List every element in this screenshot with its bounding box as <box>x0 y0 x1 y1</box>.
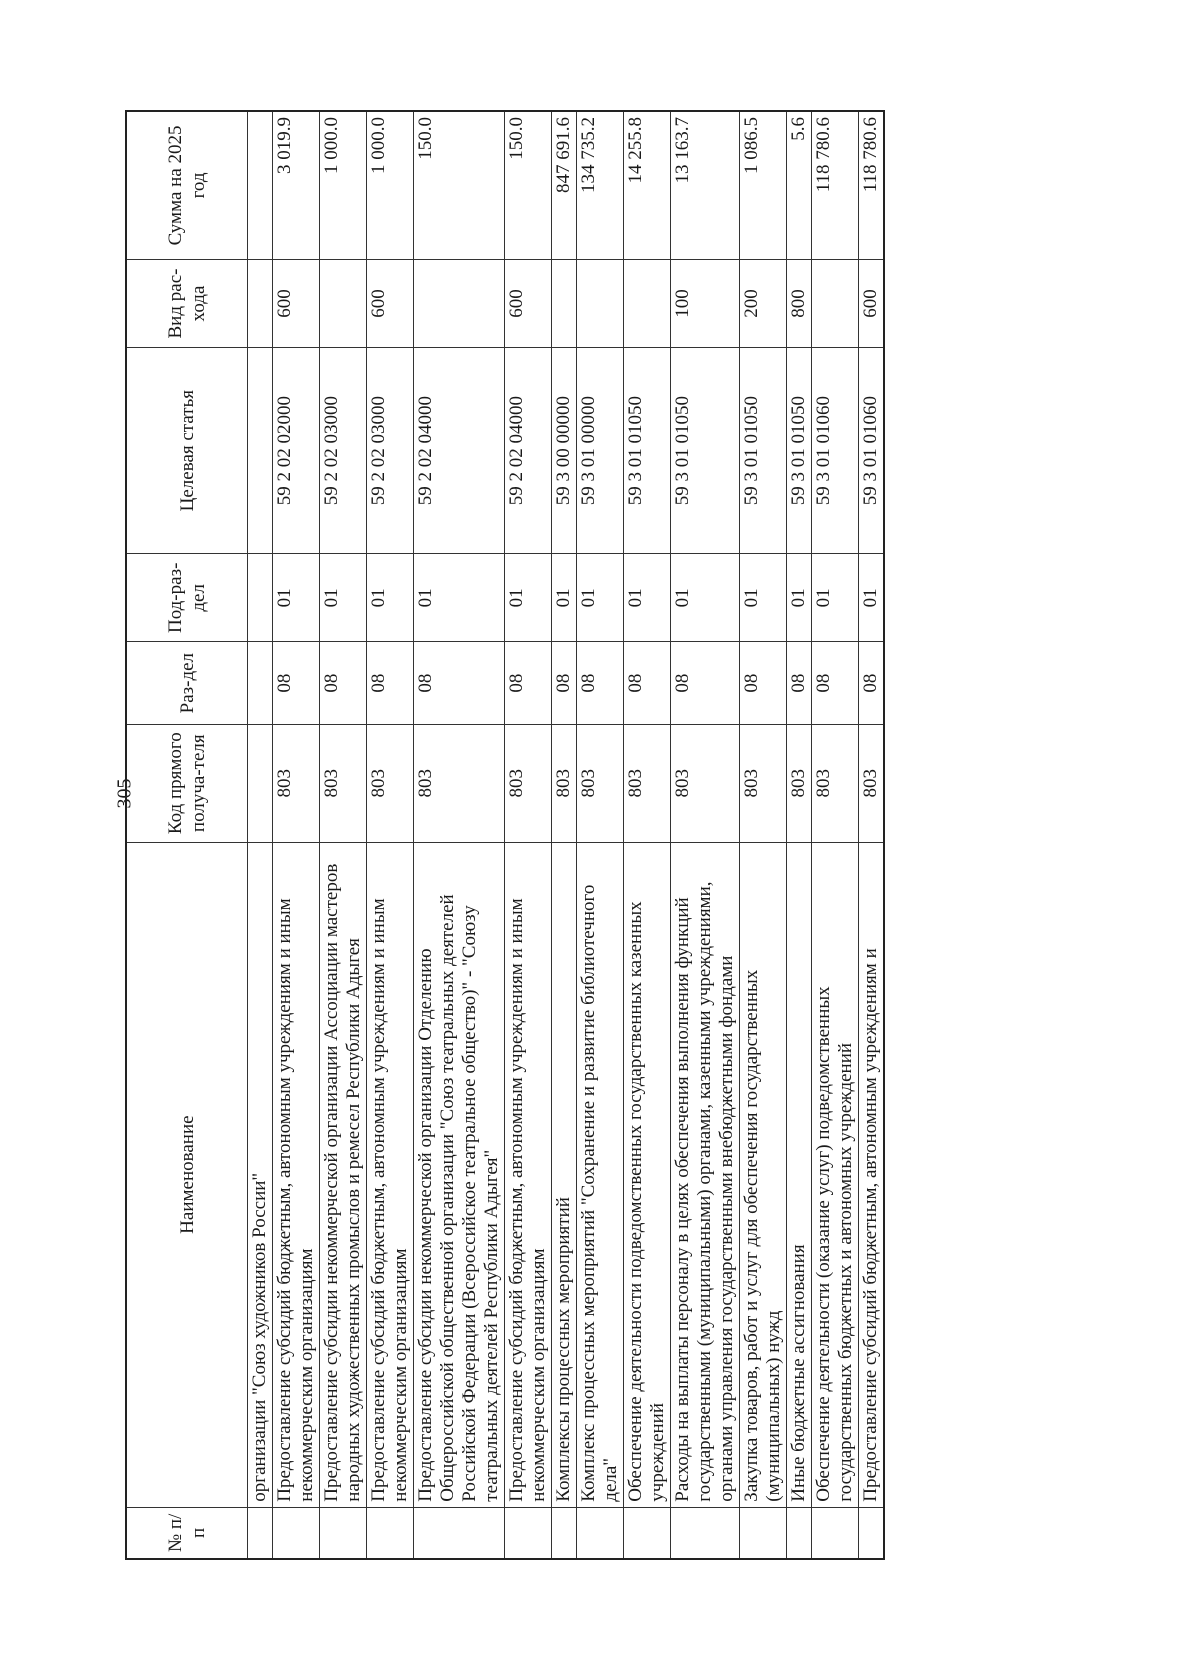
row-recipient-code: 803 <box>671 724 740 842</box>
row-target-article: 59 3 01 01050 <box>787 348 812 554</box>
table-row <box>505 111 552 1559</box>
row-target-article: 59 3 01 01050 <box>671 348 740 554</box>
row-subsection: 01 <box>505 554 552 642</box>
row-target-article: 59 3 01 01050 <box>740 348 787 554</box>
row-name: Иные бюджетные ассигнования <box>787 842 812 1507</box>
row-number <box>671 1507 740 1559</box>
table-row <box>787 111 812 1559</box>
table-body <box>248 111 885 1559</box>
row-target-article: 59 2 02 04000 <box>414 348 505 554</box>
row-section: 08 <box>320 642 367 724</box>
row-sum: 118 780.6 <box>812 111 859 259</box>
row-name: Предоставление субсидий бюджетным, автономным учреждениям и иным некоммерческим организациям <box>273 842 320 1507</box>
row-sum: 150.0 <box>505 111 552 259</box>
row-target-article: 59 3 01 00000 <box>577 348 624 554</box>
row-recipient-code: 803 <box>367 724 414 842</box>
row-expense-type: 600 <box>367 259 414 347</box>
row-expense-type <box>812 259 859 347</box>
row-sum: 5.6 <box>787 111 812 259</box>
row-section: 08 <box>577 642 624 724</box>
row-subsection: 01 <box>577 554 624 642</box>
row-subsection: 01 <box>273 554 320 642</box>
row-section: 08 <box>367 642 414 724</box>
row-recipient-code: 803 <box>740 724 787 842</box>
row-target-article: 59 2 02 04000 <box>505 348 552 554</box>
row-sum <box>248 111 273 259</box>
table-row <box>577 111 624 1559</box>
row-expense-type <box>552 259 577 347</box>
row-recipient-code: 803 <box>787 724 812 842</box>
row-subsection <box>248 554 273 642</box>
row-name: Закупка товаров, работ и услуг для обеспечения государственных (муниципальных) нужд <box>740 842 787 1507</box>
row-subsection: 01 <box>367 554 414 642</box>
row-recipient-code: 803 <box>414 724 505 842</box>
row-expense-type: 200 <box>740 259 787 347</box>
table-row <box>414 111 505 1559</box>
budget-table <box>125 110 885 1560</box>
row-sum: 1 000.0 <box>320 111 367 259</box>
table-row <box>273 111 320 1559</box>
row-expense-type <box>248 259 273 347</box>
row-name: организации "Союз художников России" <box>248 842 273 1507</box>
row-section <box>248 642 273 724</box>
row-name: Расходы на выплаты персоналу в целях обеспечения выполнения функций государственными (муниципальными) органами, казенными учреждениями, органами управления государственными внебюджетными фондами <box>671 842 740 1507</box>
header-number: № п/п <box>126 1507 248 1559</box>
row-name: Предоставление субсидий бюджетным, автономным учреждениям и <box>859 842 885 1507</box>
header-expense-type: Вид рас-хода <box>126 259 248 347</box>
row-section: 08 <box>740 642 787 724</box>
row-section: 08 <box>273 642 320 724</box>
row-recipient-code: 803 <box>505 724 552 842</box>
row-subsection: 01 <box>414 554 505 642</box>
row-target-article <box>248 348 273 554</box>
row-recipient-code <box>248 724 273 842</box>
row-number <box>740 1507 787 1559</box>
row-number <box>505 1507 552 1559</box>
row-target-article: 59 3 00 00000 <box>552 348 577 554</box>
table-row <box>671 111 740 1559</box>
row-sum: 847 691.6 <box>552 111 577 259</box>
row-name: Предоставление субсидий бюджетным, автономным учреждениям и иным некоммерческим организациям <box>505 842 552 1507</box>
row-subsection: 01 <box>671 554 740 642</box>
row-number <box>414 1507 505 1559</box>
row-target-article: 59 3 01 01050 <box>624 348 671 554</box>
header-subsection: Под-раз-дел <box>126 554 248 642</box>
table-row <box>552 111 577 1559</box>
page-number: - 305 - <box>113 766 136 821</box>
row-target-article: 59 2 02 03000 <box>320 348 367 554</box>
row-number <box>552 1507 577 1559</box>
row-recipient-code: 803 <box>812 724 859 842</box>
row-expense-type: 600 <box>273 259 320 347</box>
row-number <box>812 1507 859 1559</box>
row-expense-type <box>414 259 505 347</box>
rotated-page-content <box>125 110 1045 1560</box>
row-number <box>624 1507 671 1559</box>
row-recipient-code: 803 <box>624 724 671 842</box>
row-name: Предоставление субсидии некоммерческой организации Ассоциации мастеров народных художественных промыслов и ремесел Республики Адыгея <box>320 842 367 1507</box>
row-target-article: 59 2 02 03000 <box>367 348 414 554</box>
row-name: Обеспечение деятельности подведомственных государственных казенных учреждений <box>624 842 671 1507</box>
row-section: 08 <box>505 642 552 724</box>
row-subsection: 01 <box>740 554 787 642</box>
row-expense-type: 100 <box>671 259 740 347</box>
row-section: 08 <box>859 642 885 724</box>
row-name: Предоставление субсидии некоммерческой организации Отделению Общероссийской общественной организации "Союз театральных деятелей Российской Федерации (Всероссийское театральное общество)" - "Союзу театральных деятелей Республики Адыгея" <box>414 842 505 1507</box>
row-number <box>248 1507 273 1559</box>
row-number <box>367 1507 414 1559</box>
table-row <box>367 111 414 1559</box>
row-expense-type: 800 <box>787 259 812 347</box>
table-row <box>624 111 671 1559</box>
row-expense-type <box>577 259 624 347</box>
row-expense-type: 600 <box>859 259 885 347</box>
row-section: 08 <box>414 642 505 724</box>
row-target-article: 59 3 01 01060 <box>859 348 885 554</box>
row-recipient-code: 803 <box>552 724 577 842</box>
table-row <box>812 111 859 1559</box>
row-recipient-code: 803 <box>273 724 320 842</box>
row-section: 08 <box>787 642 812 724</box>
row-sum: 118 780.6 <box>859 111 885 259</box>
row-target-article: 59 3 01 01060 <box>812 348 859 554</box>
row-sum: 14 255.8 <box>624 111 671 259</box>
header-sum-2025: Сумма на 2025 год <box>126 111 248 259</box>
row-expense-type <box>624 259 671 347</box>
row-recipient-code: 803 <box>577 724 624 842</box>
header-section: Раз-дел <box>126 642 248 724</box>
row-section: 08 <box>812 642 859 724</box>
row-section: 08 <box>552 642 577 724</box>
row-number <box>320 1507 367 1559</box>
row-subsection: 01 <box>552 554 577 642</box>
header-recipient-code: Код прямого получа-теля <box>126 724 248 842</box>
row-name: Комплексы процессных мероприятий <box>552 842 577 1507</box>
header-name: Наименование <box>126 842 248 1507</box>
row-sum: 13 163.7 <box>671 111 740 259</box>
row-subsection: 01 <box>320 554 367 642</box>
table-row <box>740 111 787 1559</box>
row-subsection: 01 <box>812 554 859 642</box>
header-target-article: Целевая статья <box>126 348 248 554</box>
row-recipient-code: 803 <box>859 724 885 842</box>
row-number <box>273 1507 320 1559</box>
row-sum: 134 735.2 <box>577 111 624 259</box>
row-subsection: 01 <box>787 554 812 642</box>
row-sum: 1 000.0 <box>367 111 414 259</box>
table-row <box>320 111 367 1559</box>
row-sum: 3 019.9 <box>273 111 320 259</box>
row-subsection: 01 <box>859 554 885 642</box>
row-subsection: 01 <box>624 554 671 642</box>
row-target-article: 59 2 02 02000 <box>273 348 320 554</box>
table-row <box>248 111 273 1559</box>
row-recipient-code: 803 <box>320 724 367 842</box>
row-name: Комплекс процессных мероприятий "Сохранение и развитие библиотечного дела" <box>577 842 624 1507</box>
row-name: Обеспечение деятельности (оказание услуг) подведомственных государственных бюджетных и автономных учреждений <box>812 842 859 1507</box>
table-row <box>859 111 885 1559</box>
row-name: Предоставление субсидий бюджетным, автономным учреждениям и иным некоммерческим организациям <box>367 842 414 1507</box>
row-sum: 150.0 <box>414 111 505 259</box>
row-expense-type: 600 <box>505 259 552 347</box>
row-number <box>859 1507 885 1559</box>
row-section: 08 <box>671 642 740 724</box>
row-number <box>577 1507 624 1559</box>
row-section: 08 <box>624 642 671 724</box>
row-sum: 1 086.5 <box>740 111 787 259</box>
row-expense-type <box>320 259 367 347</box>
row-number <box>787 1507 812 1559</box>
table-header-row <box>126 111 248 1559</box>
